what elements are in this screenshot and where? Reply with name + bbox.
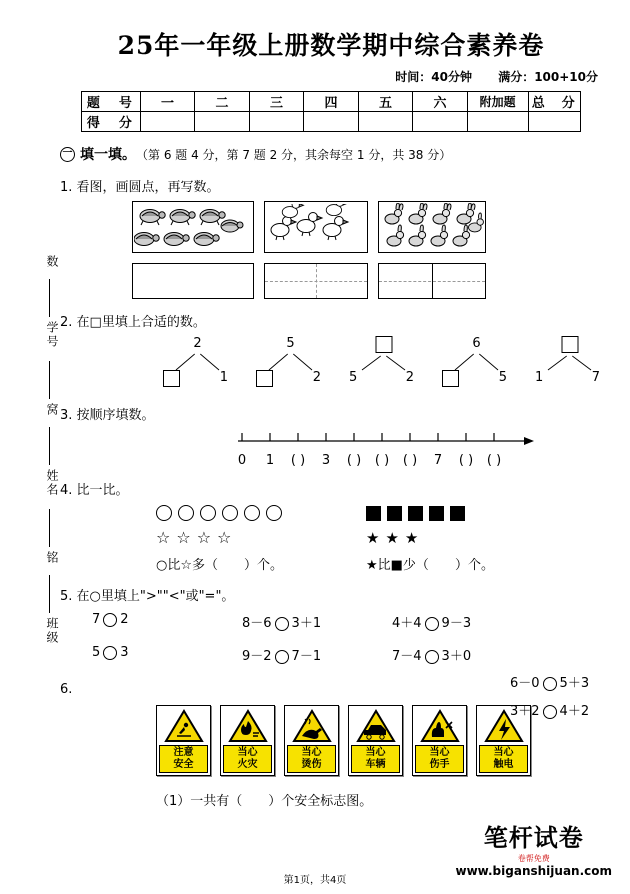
- tree-right-value: 7: [591, 370, 600, 385]
- picture-box-rabbits: [378, 201, 486, 253]
- compare-group-left: [156, 504, 366, 573]
- circle-shape: [222, 505, 238, 521]
- number-tree-5: [533, 336, 606, 392]
- operand-left: 5: [92, 645, 101, 660]
- safety-sign-4: [348, 705, 403, 776]
- number-tree-3: [347, 336, 420, 392]
- operand-right: 2: [120, 612, 129, 627]
- brand-tag: 卷帮免费: [517, 854, 550, 863]
- sign-line2: 车辆: [365, 759, 386, 770]
- score-cell[interactable]: [413, 112, 468, 132]
- sign-line1: 当心: [365, 747, 386, 758]
- compare-item-5[interactable]: [92, 645, 242, 664]
- compare-sentence-right[interactable]: [366, 554, 566, 573]
- star-filled-icon: ★: [385, 528, 399, 547]
- sidebar-item-2: 窝: [45, 403, 59, 417]
- compare-sentence-left[interactable]: [156, 554, 366, 573]
- compare-item-6[interactable]: [242, 645, 392, 664]
- section-1-note: （第 6 题 4 分，第 7 题 2 分，其余每空 1 分，共 38 分）: [136, 147, 452, 162]
- fire-hazard-icon: [228, 709, 268, 743]
- sidebar-binding-area: [40, 255, 62, 675]
- exam-time: 时间：40分钟: [395, 70, 472, 84]
- tree-right-value: 2: [405, 370, 414, 385]
- score-col-total: 总 分: [528, 92, 581, 112]
- numline-label-7: 7: [433, 453, 443, 468]
- operand-left: 4＋4: [392, 616, 422, 631]
- star-outline-row: [156, 529, 366, 547]
- question-3-text: 3. 按顺序填数。: [60, 408, 155, 423]
- compare-right-post: ）个。: [454, 558, 494, 573]
- answer-circle[interactable]: [275, 650, 289, 664]
- question-4-compare: [156, 504, 606, 573]
- question-4-text: 4. 比一比。: [60, 483, 129, 498]
- compare-item-3[interactable]: [392, 612, 542, 631]
- section-1-title: 填一填。: [80, 147, 136, 163]
- tree-legs-icon: [440, 352, 513, 372]
- sidebar-divider: [49, 279, 50, 317]
- answer-box-3[interactable]: [378, 263, 486, 299]
- score-cell[interactable]: [358, 112, 413, 132]
- numline-label-0: 0: [237, 453, 247, 468]
- answer-circle[interactable]: [425, 650, 439, 664]
- question-6-sub1[interactable]: （1）一共有（ ）个安全标志图。: [156, 794, 373, 809]
- score-cell[interactable]: [195, 112, 250, 132]
- safety-sign-2: [220, 705, 275, 776]
- tree-left-value: 1: [535, 370, 544, 385]
- score-col-1: 一: [140, 92, 195, 112]
- answer-circle[interactable]: [425, 617, 439, 631]
- answer-circle[interactable]: [103, 613, 117, 627]
- tree-top-value: 2: [193, 336, 202, 351]
- numline-label-2[interactable]: ( ): [290, 453, 306, 468]
- numline-label-3: 3: [321, 453, 331, 468]
- score-cell[interactable]: [304, 112, 359, 132]
- tree-top-box[interactable]: [375, 336, 392, 353]
- sidebar-divider: [49, 575, 50, 613]
- table-row: [82, 92, 581, 112]
- tree-right-value: 2: [312, 370, 321, 385]
- question-1-pictures: [132, 201, 606, 253]
- score-col-2: 二: [195, 92, 250, 112]
- sign-line1: 当心: [493, 747, 514, 758]
- question-3-numberline: [236, 429, 606, 467]
- tree-legs-icon: [254, 352, 327, 372]
- numline-label-8[interactable]: ( ): [458, 453, 474, 468]
- compare-left-post: ）个。: [244, 558, 284, 573]
- hand-injury-icon: [420, 709, 460, 743]
- compare-group-right: [366, 504, 566, 573]
- exam-info: [56, 68, 598, 85]
- score-row-label-1: 题 号: [82, 92, 141, 112]
- score-row-label-2: 得 分: [82, 112, 141, 132]
- operand-right: 3: [120, 645, 129, 660]
- section-number-icon: 一: [60, 147, 75, 162]
- compare-right-pre: ★比■少（: [366, 558, 429, 573]
- compare-item-2[interactable]: [242, 612, 392, 631]
- operand-left: 6－0: [510, 676, 540, 691]
- duck-icon: [266, 204, 366, 250]
- picture-box-turtles: [132, 201, 254, 253]
- circle-shape: [156, 505, 172, 521]
- tree-legs-icon: [161, 352, 234, 372]
- circle-shape: [266, 505, 282, 521]
- score-col-3: 三: [249, 92, 304, 112]
- circle-row: [156, 504, 366, 522]
- brand-name: 笔杆试卷: [483, 823, 584, 852]
- operand-left: 7: [92, 612, 101, 627]
- sign-label-4: [351, 745, 400, 773]
- score-table: [81, 91, 581, 132]
- star-outline-icon: ☆: [217, 528, 232, 547]
- question-1-answer-boxes: [132, 263, 606, 299]
- question-5-text: 5. 在○里填上">""<"或"="。: [60, 589, 235, 604]
- question-2-trees: [161, 336, 606, 392]
- score-cell[interactable]: [528, 112, 581, 132]
- sign-label-6: [479, 745, 528, 773]
- sidebar-item-3: 姓名: [45, 469, 59, 497]
- dash-divider: [265, 281, 367, 282]
- tree-legs-icon: [533, 352, 606, 372]
- sign-label-5: [415, 745, 464, 773]
- tree-left-box[interactable]: [256, 370, 273, 387]
- filled-square-shape: [450, 506, 465, 521]
- number-line-labels: [236, 453, 606, 468]
- vehicle-hazard-icon: [356, 709, 396, 743]
- safety-sign-3: [284, 705, 339, 776]
- sign-label-2: [223, 745, 272, 773]
- numline-label-6[interactable]: ( ): [402, 453, 418, 468]
- sign-line2: 伤手: [429, 759, 450, 770]
- tree-legs-icon: [347, 352, 420, 372]
- filled-square-shape: [408, 506, 423, 521]
- filled-square-shape: [366, 506, 381, 521]
- compare-left-pre: ○比☆多（: [156, 558, 218, 573]
- answer-box-2[interactable]: [264, 263, 368, 299]
- sidebar-divider: [49, 361, 50, 399]
- sign-line1: 当心: [429, 747, 450, 758]
- score-col-4: 四: [304, 92, 359, 112]
- sign-line1: 注意: [173, 747, 194, 758]
- dash-divider: [379, 281, 485, 282]
- star-outline-icon: ☆: [196, 528, 212, 547]
- question-6-text: 6.: [60, 682, 73, 697]
- operand-right: 3＋0: [441, 649, 472, 664]
- number-tree-4: [440, 336, 513, 392]
- operand-left: 9－2: [242, 649, 272, 664]
- sidebar-divider: [49, 427, 50, 465]
- score-cell[interactable]: [140, 112, 195, 132]
- answer-circle[interactable]: [103, 646, 117, 660]
- turtle-icon: [134, 203, 252, 251]
- sign-line2: 烫伤: [301, 759, 322, 770]
- tree-right-value: 5: [498, 370, 507, 385]
- operand-right: 3＋1: [291, 616, 322, 631]
- compare-item-7[interactable]: [392, 645, 542, 664]
- numline-label-5[interactable]: ( ): [374, 453, 390, 468]
- sign-line2: 触电: [493, 759, 514, 770]
- sign-label-1: [159, 745, 208, 773]
- brand-site: www.biganshijuan.com: [455, 864, 612, 878]
- tree-top-value: 5: [286, 336, 295, 351]
- operand-left: 8－6: [242, 616, 272, 631]
- compare-item-8[interactable]: [510, 700, 589, 719]
- picture-box-ducks: [264, 201, 368, 253]
- filled-square-shape: [429, 506, 444, 521]
- score-cell[interactable]: [249, 112, 304, 132]
- star-outline-icon: ☆: [156, 528, 171, 547]
- rabbit-icon: [380, 203, 484, 251]
- operand-right: 9－3: [441, 616, 472, 631]
- sidebar-item-1: 学号: [45, 321, 59, 349]
- exam-fullscore: 满分：100+10分: [498, 70, 598, 84]
- safety-sign-5: [412, 705, 467, 776]
- safety-sign-1: [156, 705, 211, 776]
- numline-label-9[interactable]: ( ): [486, 453, 502, 468]
- filled-square-shape: [387, 506, 402, 521]
- operand-right: 4＋2: [559, 704, 590, 719]
- tree-top-box[interactable]: [561, 336, 578, 353]
- circle-shape: [200, 505, 216, 521]
- question-2-text: 2. 在□里填上合适的数。: [60, 315, 206, 330]
- tree-right-value: 1: [219, 370, 228, 385]
- numline-label-1: 1: [265, 453, 275, 468]
- fall-hazard-icon: [164, 709, 204, 743]
- question-5-items: [92, 612, 606, 664]
- square-row: [366, 504, 566, 522]
- section-1-heading: [60, 144, 606, 164]
- answer-circle[interactable]: [543, 705, 557, 719]
- circle-shape: [244, 505, 260, 521]
- score-col-extra: 附加题: [467, 92, 528, 112]
- score-col-5: 五: [358, 92, 413, 112]
- star-filled-icon: ★: [366, 528, 380, 547]
- brand-watermark: [456, 818, 613, 878]
- sidebar-item-5: 班级: [45, 617, 59, 645]
- sign-label-3: [287, 745, 336, 773]
- circle-shape: [178, 505, 194, 521]
- answer-box-1[interactable]: [132, 263, 254, 299]
- answer-circle[interactable]: [275, 617, 289, 631]
- compare-item-1[interactable]: [92, 612, 242, 631]
- operand-left: 3＋2: [510, 704, 540, 719]
- operand-left: 7－4: [392, 649, 422, 664]
- score-col-6: 六: [413, 92, 468, 112]
- operand-right: 5＋3: [559, 676, 590, 691]
- tree-left-box[interactable]: [163, 370, 180, 387]
- page-title: 25年一年级上册数学期中综合素养卷: [117, 31, 545, 60]
- score-cell[interactable]: [467, 112, 528, 132]
- compare-item-4[interactable]: [510, 672, 589, 691]
- number-line-icon: [236, 429, 536, 447]
- numline-label-4[interactable]: ( ): [346, 453, 362, 468]
- sidebar-item-0: 数: [45, 255, 59, 269]
- star-outline-icon: ☆: [176, 528, 191, 547]
- sign-line2: 安全: [173, 759, 194, 770]
- number-tree-2: [254, 336, 327, 392]
- tree-left-box[interactable]: [442, 370, 459, 387]
- sign-line1: 当心: [237, 747, 258, 758]
- sidebar-item-4: 铭: [45, 551, 59, 565]
- number-tree-1: [161, 336, 234, 392]
- answer-circle[interactable]: [543, 677, 557, 691]
- star-filled-row: [366, 529, 566, 547]
- question-1-text: 1. 看图，画圆点，再写数。: [60, 180, 220, 195]
- table-row: [82, 112, 581, 132]
- page-footer: 第1页，共4页: [283, 875, 347, 886]
- sign-line1: 当心: [301, 747, 322, 758]
- burn-hazard-icon: [292, 709, 332, 743]
- sidebar-divider: [49, 509, 50, 547]
- tree-top-value: 6: [472, 336, 481, 351]
- operand-right: 7－1: [291, 649, 322, 664]
- sign-line2: 火灾: [237, 759, 258, 770]
- star-filled-icon: ★: [404, 528, 419, 547]
- tree-left-value: 5: [349, 370, 358, 385]
